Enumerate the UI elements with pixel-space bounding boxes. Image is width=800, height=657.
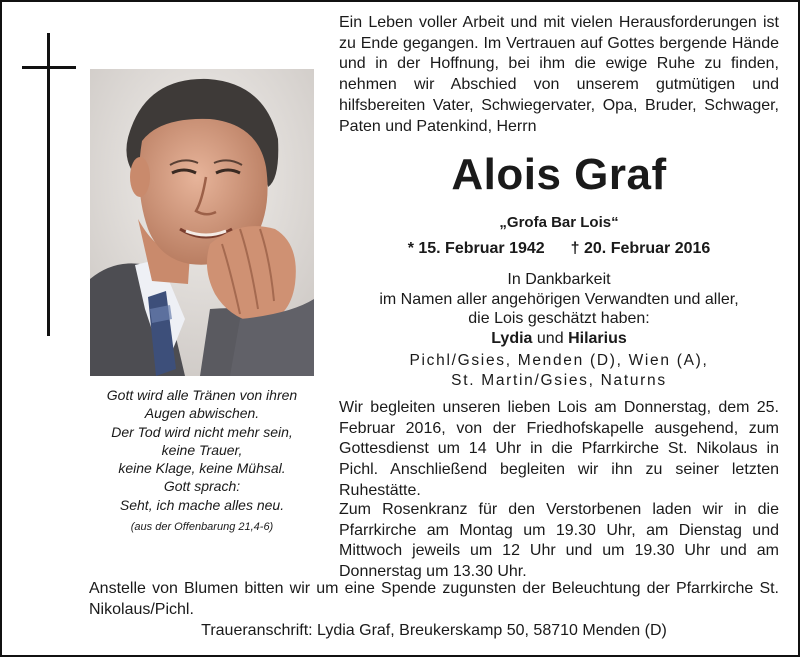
verse-source: (aus der Offenbarung 21,4-6): [130, 521, 274, 534]
rosary-info: Zum Rosenkranz für den Verstorbenen laden wir in die Pfarrkirche am Montag um 19.30 Uhr, am Dienstag und Mittwoch jeweils um 12 Uhr und um 19.30 Uhr und am Donnerstag um 13.30 Uhr.: [339, 501, 779, 581]
death-date: † 20. Februar 2016: [570, 240, 711, 257]
mourner-name: Lydia: [491, 329, 533, 347]
mourning-address: Traueranschrift: Lydia Graf, Breukerskamp 50, 58710 Menden (D): [201, 622, 667, 639]
thanks-block: [339, 270, 779, 348]
portrait-photo: [90, 69, 314, 376]
mourners-names: [339, 329, 779, 349]
verse-line: Gott sprach:: [163, 478, 241, 495]
verse-line: Gott wird alle Tränen von ihren: [106, 387, 298, 403]
places-line: Pichl/Gsies, Menden (D), Wien (A),: [409, 352, 709, 369]
verse-line: Der Tod wird nicht mehr sein,: [111, 423, 293, 440]
thanks-line: im Namen aller angehörigen Verwandten und aller,: [379, 290, 739, 308]
funeral-info: Wir begleiten unseren lieben Lois am Donnerstag, dem 25. Februar 2016, von der Friedhofskapelle ausgehend, zum Gottesdienst um 14 Uhr in die Pfarrkirche St. Nikolaus in Pichl. Anschließend begleiten wir ihn zu seiner letzten Ruhestätte.: [339, 399, 779, 499]
mourner-name: Hilarius: [568, 329, 627, 347]
conjunction: und: [536, 329, 564, 347]
bible-verse: [86, 386, 318, 536]
birth-date: * 15. Februar 1942: [407, 240, 545, 257]
thanks-line: In Dankbarkeit: [507, 271, 611, 288]
deceased-name: Alois Graf: [451, 150, 667, 199]
verse-line: Augen abwischen.: [144, 405, 260, 422]
verse-line: Seht, ich mache alles neu.: [119, 496, 285, 513]
life-dates: [339, 240, 779, 258]
intro-text: Ein Leben voller Arbeit und mit vielen Herausforderungen ist zu Ende gegangen. Im Vertrauen auf Gottes bergende Hände und in der Hoffnung, bei ihm die ewige Ruhe zu finden, nehmen wir Abschied von unserem gutmütigen und hilfsbereiten Vater, Schwiegervater, Opa, Bruder, Schwager, Paten und Patenkind, Herrn: [339, 14, 779, 135]
verse-line: keine Klage, keine Mühsal.: [118, 460, 286, 477]
thanks-line: die Lois geschätzt haben:: [468, 310, 650, 327]
verse-line: keine Trauer,: [161, 441, 243, 458]
donation-request: Anstelle von Blumen bitten wir um eine Spende zugunsten der Beleuchtung der Pfarrkirche St. Nikolaus/Pichl.: [89, 580, 779, 618]
nickname: „Grofa Bar Lois“: [499, 214, 619, 231]
places-line: St. Martin/Gsies, Naturns: [451, 372, 667, 389]
places-list: [339, 351, 779, 391]
